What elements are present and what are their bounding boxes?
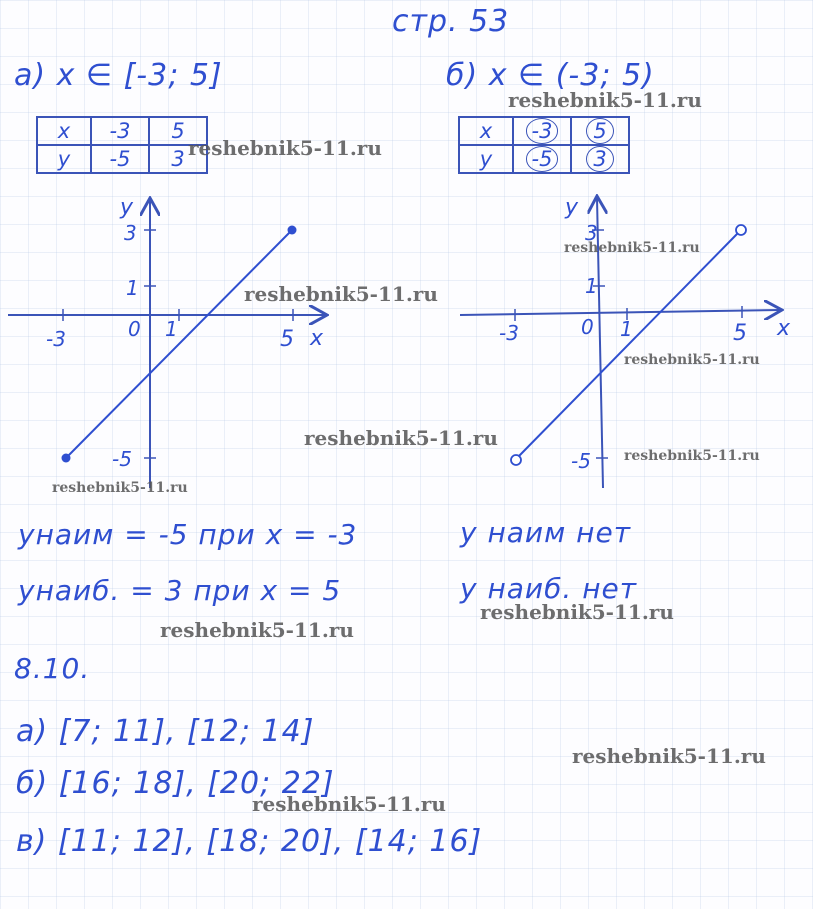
table-row xyxy=(459,117,629,145)
watermark: reshebnik5-11.ru xyxy=(160,618,354,642)
table-cell xyxy=(513,145,571,173)
table-cell xyxy=(571,117,629,145)
x-tick-label: -3 xyxy=(499,321,519,345)
endpoint-closed xyxy=(62,454,71,463)
table-cell: y xyxy=(459,145,513,173)
x-tick-label: -3 xyxy=(46,327,66,351)
watermark: reshebnik5-11.ru xyxy=(52,480,188,496)
table-cell: y xyxy=(37,145,91,173)
y-tick-label: 3 xyxy=(585,221,598,245)
exercise-number: 8.10. xyxy=(14,652,91,685)
x-tick-label: 1 xyxy=(165,317,178,341)
y-tick-label: 3 xyxy=(124,221,137,245)
exercise-answer-c: в) [11; 12], [18; 20], [14; 16] xyxy=(16,824,483,859)
y-tick-label: 1 xyxy=(585,274,598,298)
table-cell xyxy=(513,117,571,145)
part-a-graph xyxy=(0,190,340,500)
y-tick-label: 1 xyxy=(126,276,139,300)
watermark: reshebnik5-11.ru xyxy=(244,282,438,306)
table-cell: 3 xyxy=(149,145,207,173)
endpoint-open xyxy=(511,455,521,465)
circled-value: -5 xyxy=(526,146,559,172)
part-a-answer-max: yнаиб. = 3 при x = 5 xyxy=(18,574,342,607)
watermark: reshebnik5-11.ru xyxy=(624,352,760,368)
y-tick-label: -5 xyxy=(571,449,591,473)
watermark: reshebnik5-11.ru xyxy=(252,792,446,816)
y-axis-label: y xyxy=(120,195,134,220)
watermark: reshebnik5-11.ru xyxy=(304,426,498,450)
part-b-answer-max: y наиб. нет xyxy=(460,572,638,605)
circled-value: 3 xyxy=(586,146,613,172)
watermark: reshebnik5-11.ru xyxy=(188,136,382,160)
part-a-statement: а) x ∈ [-3; 5] xyxy=(14,58,223,93)
part-b-statement: б) x ∈ (-3; 5) xyxy=(446,58,655,93)
x-tick-label: 5 xyxy=(280,327,294,352)
table-cell: -3 xyxy=(91,117,149,145)
table-cell: -5 xyxy=(91,145,149,173)
part-b-answer-min: y наим нет xyxy=(460,516,631,549)
x-tick-label: 1 xyxy=(620,317,633,341)
circled-value: 5 xyxy=(586,118,613,144)
part-b-value-table xyxy=(458,116,630,174)
watermark: reshebnik5-11.ru xyxy=(480,600,674,624)
y-axis-label: y xyxy=(565,195,579,220)
table-row xyxy=(459,145,629,173)
watermark: reshebnik5-11.ru xyxy=(572,744,766,768)
part-a-value-table xyxy=(36,116,208,174)
circled-value: -3 xyxy=(526,118,559,144)
watermark: reshebnik5-11.ru xyxy=(508,88,702,112)
watermark: reshebnik5-11.ru xyxy=(624,448,760,464)
x-axis-label: x xyxy=(310,326,324,351)
part-a-answer-min: yнаим = -5 при x = -3 xyxy=(18,518,358,551)
watermark: reshebnik5-11.ru xyxy=(564,240,700,256)
y-tick-label: -5 xyxy=(112,447,132,471)
table-row xyxy=(37,145,207,173)
endpoint-closed xyxy=(288,226,297,235)
table-cell xyxy=(571,145,629,173)
page-header: стр. 53 xyxy=(392,4,510,39)
x-tick-label: 5 xyxy=(733,321,747,346)
x-tick-label: 0 xyxy=(128,317,141,341)
function-segment xyxy=(66,230,292,458)
x-tick-label: 0 xyxy=(581,315,594,339)
exercise-answer-a: а) [7; 11], [12; 14] xyxy=(16,714,315,749)
table-cell: x xyxy=(459,117,513,145)
table-row xyxy=(37,117,207,145)
table-cell: 5 xyxy=(149,117,207,145)
x-axis xyxy=(460,310,780,315)
x-axis-label: x xyxy=(777,316,791,341)
function-segment xyxy=(519,234,737,456)
table-cell: x xyxy=(37,117,91,145)
exercise-answer-b: б) [16; 18], [20; 22] xyxy=(16,766,335,801)
endpoint-open xyxy=(736,225,746,235)
